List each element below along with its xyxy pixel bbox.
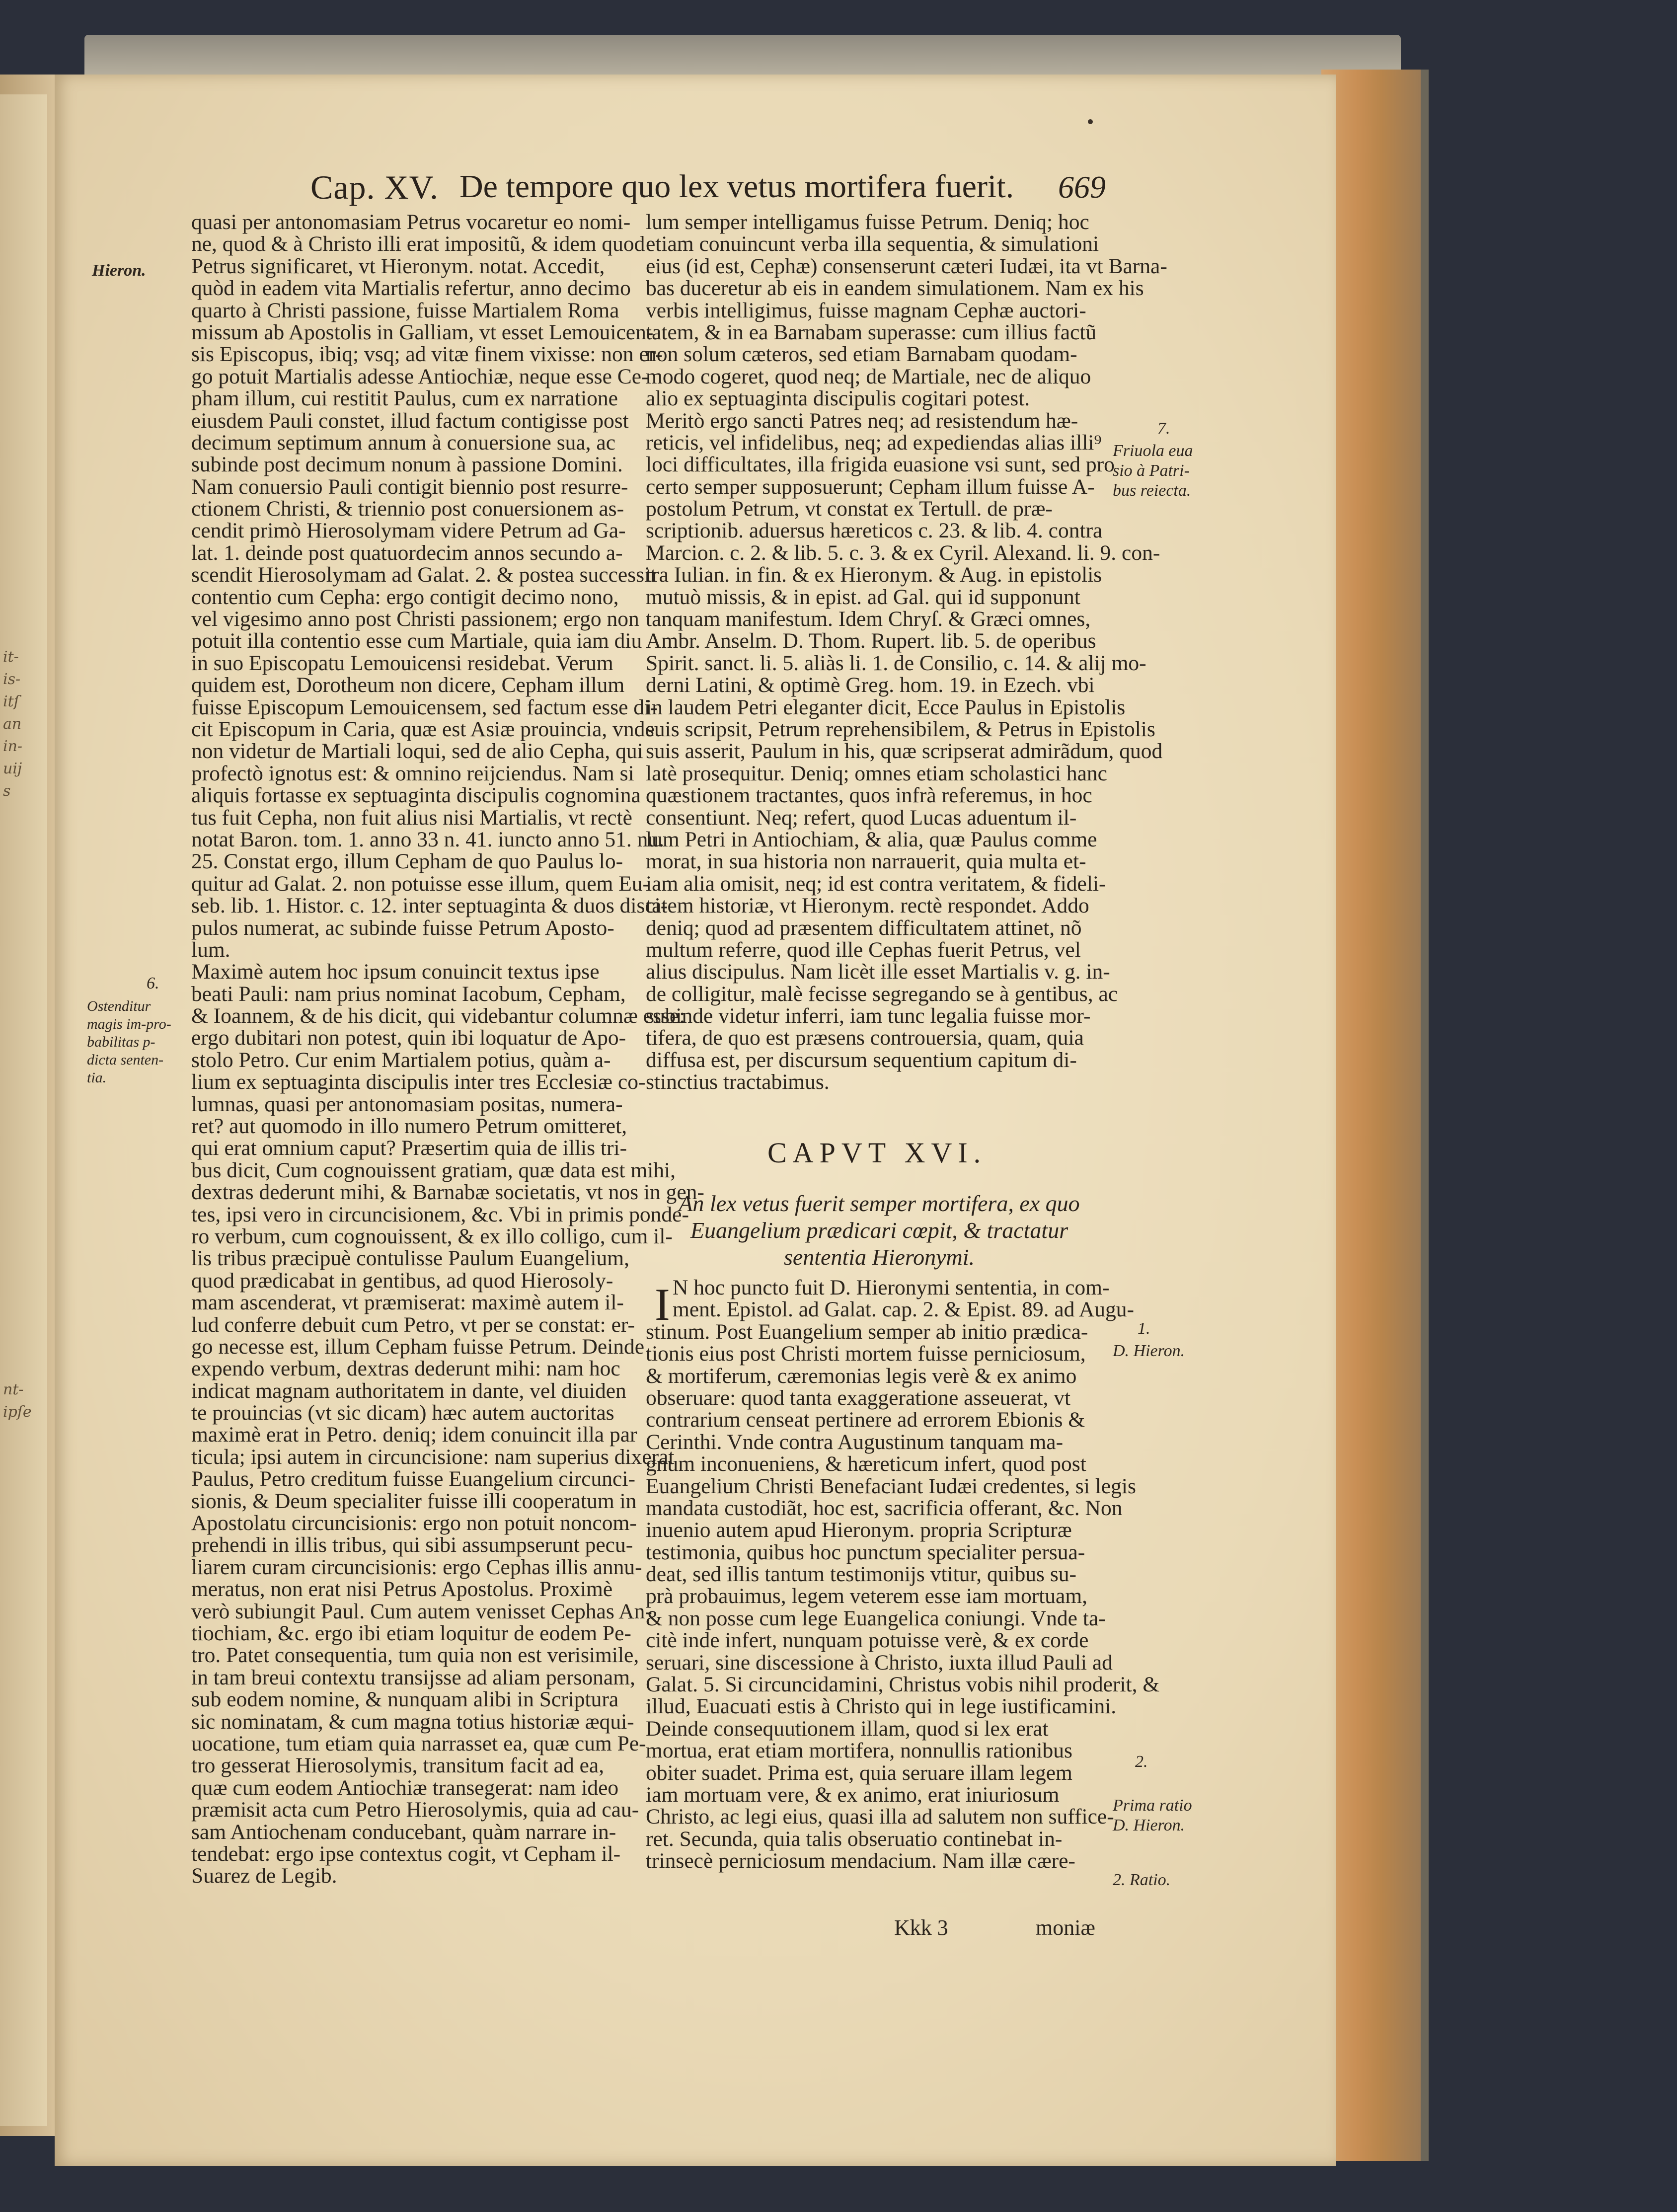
- text-line: citè inde infert, nunquam potuisse verè, & ex corde: [646, 1628, 1089, 1653]
- text-line: ret. Secunda, quia talis obseruatio continebat in-: [646, 1827, 1063, 1851]
- text-line: pulos numerat, ac subinde fuisse Petrum Aposto-: [191, 915, 614, 940]
- text-line: loci difficultates, illa frigida euasione vsi sunt, sed pro: [646, 453, 1115, 477]
- text-line: quæ cum eodem Antiochiæ transegerat: nam ideo: [191, 1775, 619, 1800]
- text-line: multum referre, quod ille Cephas fuerit Petrus, vel: [646, 937, 1081, 962]
- text-line: ment. Epistol. ad Galat. cap. 2. & Epist. 89. ad Augu-: [673, 1297, 1135, 1322]
- text-line: diffusa est, per discursum sequentium capitum di-: [646, 1048, 1077, 1072]
- text-line: quidem est, Dorotheum non dicere, Cepham illum: [191, 673, 625, 697]
- text-line: bas duceretur ab eis in eandem simulationem. Nam ex his: [646, 276, 1144, 301]
- text-line: & Ioannem, & de his dicit, qui videbantur columnæ esse:: [191, 1004, 686, 1028]
- text-line: tra Iulian. in fin. & ex Hieronym. & Aug. in epistolis: [646, 563, 1102, 587]
- text-line: in laudem Petri eleganter dicit, Ecce Paulus in Epistolis: [646, 695, 1126, 719]
- text-line: lum.: [191, 937, 230, 962]
- text-line: certo semper supposuerunt; Cepham illum fuisse A-: [646, 474, 1095, 499]
- fragment-text: nt-: [3, 1381, 24, 1398]
- text-line: in tam breui contextu transijsse ad aliam personam,: [191, 1665, 635, 1689]
- text-line: quasi per antonomasiam Petrus vocaretur eo nomi-: [191, 210, 631, 234]
- text-line: meratus, non erat nisi Petrus Apostolus. Proximè: [191, 1577, 613, 1602]
- text-line: pham illum, cui restitit Paulus, cum ex narratione: [191, 386, 618, 411]
- text-line: Deinde consequutionem illam, quod si lex erat: [646, 1716, 1049, 1741]
- text-line: indicat magnam authoritatem in dante, vel diuiden: [191, 1378, 626, 1403]
- text-line: & non posse cum lege Euangelica coniungi. Vnde ta-: [646, 1606, 1106, 1630]
- margin-note-text: [1113, 1796, 1192, 1835]
- text-line: alius discipulus. Nam licèt ille esset Martialis v. g. in-: [646, 960, 1110, 984]
- fragment-text: is-: [3, 671, 21, 688]
- text-line: morat, in sua historia non narrauerit, quia multa et-: [646, 849, 1086, 874]
- text-line: mandata custodiãt, hoc est, sacrificia offerant, &c. Non: [646, 1496, 1123, 1520]
- text-line: Ambr. Anselm. D. Thom. Rupert. lib. 5. de operibus: [646, 629, 1096, 653]
- text-line: Meritò ergo sancti Patres neq; ad resistendum hæ-: [646, 408, 1078, 433]
- text-line: profectò ignotus est: & omnino reijciendus. Nam si: [191, 761, 634, 785]
- margin-note-text: D. Hieron.: [1113, 1342, 1185, 1360]
- text-line: maximè erat in Petro. deniq; idem conuincit illa par: [191, 1423, 637, 1447]
- text-line: Petrus significaret, vt Hieronym. notat. Accedit,: [191, 254, 605, 278]
- text-line: tatem, & in ea Barnabam superasse: cum illius factũ: [646, 320, 1097, 344]
- chapter-subtitle-line: sententia Hieronymi.: [783, 1244, 975, 1270]
- margin-note-text: 2. Ratio.: [1113, 1871, 1171, 1889]
- text-line: lis tribus præcipuè contulisse Paulum Euangelium,: [191, 1246, 629, 1271]
- text-line: reticis, vel infidelibus, neq; ad expediendas alias illi⁹: [646, 430, 1102, 455]
- margin-note-line: bus reiecta.: [1113, 481, 1191, 500]
- text-line: lium ex septuaginta discipulis inter tres Ecclesiæ co-: [191, 1070, 646, 1094]
- text-line: Paulus, Petro creditum fuisse Euangelium circunci-: [191, 1467, 635, 1491]
- text-line: stinum. Post Euangelium semper ab initio prædica-: [646, 1319, 1088, 1344]
- text-line: Maximè autem hoc ipsum conuincit textus ipse: [191, 960, 600, 984]
- page-number: 669: [1058, 169, 1106, 205]
- text-line: subinde videtur inferri, iam tunc legalia fuisse mor-: [646, 1004, 1091, 1028]
- text-line: sic nominatam, & cum magna totius historiæ æqui-: [191, 1709, 634, 1734]
- book-fore-edge: [1321, 70, 1429, 2161]
- fragment-text: it-: [3, 648, 19, 666]
- text-line: ret? aut quomodo in illo numero Petrum omitteret,: [191, 1114, 627, 1139]
- text-line: obseruare: quod tanta exaggeratione asseuerat, vt: [646, 1385, 1071, 1410]
- text-line: contentio cum Cepha: ergo contigit decimo nono,: [191, 585, 619, 609]
- text-line: decimum septimum annum à conuersione sua, ac: [191, 430, 616, 455]
- text-line: vel vigesimo anno post Christi passionem; ergo non: [191, 607, 639, 631]
- text-line: in suo Episcopatu Lemouicensi residebat. Verum: [191, 651, 613, 675]
- ink-dot: [1088, 119, 1093, 124]
- text-line: ergo dubitari non potest, quin ibi loquatur de Apo-: [191, 1026, 626, 1050]
- text-line: beati Pauli: nam prius nominat Iacobum, Cepham,: [191, 982, 626, 1006]
- chapter-title: De tempore quo lex vetus mortifera fuerit.: [459, 168, 1014, 205]
- text-line: sub eodem nomine, & nunquam alibi in Scriptura: [191, 1687, 619, 1712]
- text-line: tro. Patet consequentia, tum quia non est verisimile,: [191, 1643, 639, 1668]
- left-page-fragment-strip: [0, 94, 47, 2126]
- fragment-text: in-: [3, 738, 23, 755]
- text-line: seb. lib. 1. Histor. c. 12. inter septuaginta & duos disci-: [191, 894, 668, 918]
- text-line: ctionem Christi, & triennio post conuersionem as-: [191, 497, 624, 521]
- text-line: non videtur de Martiali loqui, sed de alio Cepha, qui: [191, 739, 643, 763]
- text-line: subinde post decimum nonum à passione Domini.: [191, 453, 623, 477]
- text-line: gnum inconueniens, & hæreticum infert, quod post: [646, 1452, 1086, 1476]
- text-line: quarto à Christi passione, fuisse Martialem Roma: [191, 298, 619, 322]
- text-line: fuisse Episcopum Lemouicensem, sed factum esse di-: [191, 695, 658, 719]
- text-line: quod prædicabat in gentibus, ad quod Hierosoly-: [191, 1268, 613, 1293]
- text-line: ticula; ipsi autem in circuncisione: nam superius dixerat: [191, 1445, 675, 1469]
- text-line: sis Episcopus, ibiq; vsq; ad vitæ finem vixisse: non er-: [191, 342, 663, 367]
- text-line: mam ascenderat, vt præmiserat: maximè autem il-: [191, 1291, 624, 1315]
- chapter-subtitle-line: Euangelium prædicari cœpit, & tractatur: [690, 1218, 1068, 1243]
- margin-note-line: magis im-pro-: [87, 1016, 171, 1032]
- text-line: eius (id est, Cephæ) consenserunt cæteri Iudæi, ita vt Barna-: [646, 254, 1167, 278]
- margin-note-line: Friuola eua: [1113, 442, 1193, 460]
- text-line: mortua, erat etiam mortifera, nonnullis rationibus: [646, 1739, 1072, 1763]
- text-line: inuenio autem apud Hieronym. propria Scripturæ: [646, 1518, 1072, 1542]
- text-line: præmisit acta cum Petro Hierosolymis, quia ad cau-: [191, 1798, 639, 1822]
- text-line: aliquis fortasse ex septuaginta discipulis cognomina: [191, 783, 641, 808]
- text-line: Galat. 5. Si circuncidamini, Christus vobis nihil proderit, &: [646, 1673, 1160, 1697]
- text-line: quòd in eadem vita Martialis refertur, anno decimo: [191, 276, 631, 301]
- text-line: modo cogeret, quod neq; de Martiale, nec de aliquo: [646, 364, 1091, 388]
- text-line: tes, ipsi vero in circuncisionem, &c. Vbi in primis ponde-: [191, 1202, 689, 1226]
- text-line: illud, Euacuati estis à Christo qui in lege iustificamini.: [646, 1694, 1117, 1719]
- text-line: Marcion. c. 2. & lib. 5. c. 3. & ex Cyril. Alexand. li. 9. con-: [646, 540, 1160, 565]
- signature-mark: Kkk 3: [894, 1915, 948, 1940]
- text-line: Suarez de Legib.: [191, 1864, 337, 1888]
- text-line: bus dicit, Cum cognouissent gratiam, quæ data est mihi,: [191, 1158, 676, 1182]
- text-line: quitur ad Galat. 2. non potuisse esse illum, quem Eu-: [191, 871, 650, 896]
- text-line: missum ab Apostolis in Galliam, vt esset Lemouicen-: [191, 320, 654, 344]
- text-line: quæstionem tractantes, quos infrà referemus, in hoc: [646, 783, 1092, 808]
- text-line: tanquam manifestum. Idem Chryſ. & Græci omnes,: [646, 607, 1091, 631]
- margin-note-number: 7.: [1157, 419, 1170, 438]
- text-line: prehendi in illis tribus, qui sibi assumpserunt pecu-: [191, 1533, 633, 1557]
- text-line: Nam conuersio Pauli contigit biennio post resurre-: [191, 474, 628, 499]
- text-line: cit Episcopum in Caria, quæ est Asiæ prouincia, vnde: [191, 717, 655, 741]
- text-line: suis asserit, Paulum in his, quæ scripserat admirãdum, quod: [646, 739, 1163, 763]
- text-line: seruari, sine discessione à Christo, iuxta illud Pauli ad: [646, 1650, 1113, 1675]
- text-line: latè prosequitur. Deniq; omnes etiam scholastici hanc: [646, 761, 1107, 785]
- margin-note-line: Ostenditur: [87, 998, 151, 1014]
- text-line: expendo verbum, dextras dederunt mihi: nam hoc: [191, 1357, 620, 1381]
- fragment-text: s: [3, 782, 11, 800]
- left-text-column: [191, 210, 704, 1888]
- text-line: verbis intelligimus, fuisse magnam Cephæ auctori-: [646, 298, 1086, 322]
- text-line: lum semper intelligamus fuisse Petrum. Deniq; hoc: [646, 210, 1089, 234]
- text-line: iam alia omisit, neq; id est contra veritatem, & fideli-: [646, 871, 1106, 896]
- text-line: mutuò missis, & in epist. ad Gal. qui id supponunt: [646, 585, 1080, 609]
- margin-note-number: 1.: [1138, 1319, 1150, 1338]
- text-line: deat, sed illis tantum testimonijs vtitur, quibus su-: [646, 1562, 1077, 1587]
- margin-note-line: D. Hieron.: [1113, 1816, 1185, 1834]
- margin-note-line: sio à Patri-: [1113, 461, 1190, 480]
- chapter-subtitle-line: An lex vetus fuerit semper mortifera, ex quo: [679, 1191, 1080, 1216]
- text-line: consentiunt. Neq; refert, quod Lucas aduentum il-: [646, 805, 1077, 830]
- text-line: N hoc puncto fuit D. Hieronymi sententia, in com-: [673, 1276, 1110, 1299]
- text-line: sam Antiochenam conducebant, quàm narrare in-: [191, 1820, 616, 1844]
- text-line: trinsecè perniciosum mendacium. Nam illæ cære-: [646, 1849, 1075, 1873]
- drop-capital: I: [655, 1279, 670, 1330]
- chapter-heading: CAPVT XVI.: [767, 1137, 987, 1169]
- text-line: non solum cæteros, sed etiam Barnabam quodam-: [646, 342, 1077, 367]
- text-line: contrarium censeat pertinere ad errorem Ebionis &: [646, 1408, 1085, 1432]
- text-line: tifera, de quo est præsens controuersia, quam, quia: [646, 1026, 1084, 1050]
- text-line: verò subiungit Paul. Cum autem venisset Cephas An-: [191, 1599, 652, 1623]
- text-line: tus fuit Cepha, non fuit alius nisi Martialis, vt rectè: [191, 805, 632, 830]
- text-line: qui erat omnium caput? Præsertim quia de illis tri-: [191, 1136, 627, 1160]
- text-line: Christo, ac legi eius, quasi illa ad salutem non suffice-: [646, 1805, 1114, 1829]
- text-line: dextras dederunt mihi, & Barnabæ societatis, vt nos in gen-: [191, 1180, 704, 1205]
- text-line: tendebat: ergo ipse contextus cogit, vt Cepham il-: [191, 1841, 621, 1866]
- margin-note-hieron: Hieron.: [92, 261, 146, 280]
- text-line: tionis eius post Christi mortem fuisse perniciosum,: [646, 1342, 1086, 1366]
- text-line: etiam conuincunt verba illa sequentia, & simulationi: [646, 232, 1099, 256]
- margin-note-number: 6.: [147, 974, 159, 992]
- fragment-text: itſ: [3, 693, 19, 710]
- text-line: prà probauimus, legem veterem esse iam mortuam,: [646, 1584, 1088, 1608]
- fragment-text: ipſe: [3, 1403, 32, 1421]
- text-line: notat Baron. tom. 1. anno 33 n. 41. iuncto anno 51. nu.: [191, 827, 665, 851]
- text-line: obiter suadet. Prima est, quia seruare illam legem: [646, 1760, 1072, 1785]
- text-line: cendit primò Hierosolymam videre Petrum ad Ga-: [191, 519, 626, 543]
- fragment-text: uij: [3, 760, 22, 777]
- margin-note-line: tia.: [87, 1069, 107, 1086]
- text-line: Apostolatu circuncisionis: ergo non potuit noncom-: [191, 1511, 637, 1535]
- text-line: scriptionib. aduersus hæreticos c. 23. & lib. 4. contra: [646, 519, 1103, 543]
- text-line: deniq; quod ad præsentem difficultatem attinet, nõ: [646, 915, 1082, 940]
- text-line: eiusdem Pauli constet, illud factum contigisse post: [191, 408, 629, 433]
- catchword: moniæ: [1036, 1915, 1095, 1940]
- text-line: go potuit Martialis adesse Antiochiæ, neque esse Ce-: [191, 364, 649, 388]
- text-line: Spirit. sanct. li. 5. aliàs li. 1. de Consilio, c. 14. & alij mo-: [646, 651, 1146, 675]
- margin-note-line: babilitas p-: [87, 1034, 155, 1050]
- text-line: 25. Constat ergo, illum Cepham de quo Paulus lo-: [191, 849, 623, 874]
- text-line: de colligitur, malè fecisse segregando se à gentibus, ac: [646, 982, 1118, 1006]
- text-line: postolum Petrum, vt constat ex Tertull. de præ-: [646, 497, 1053, 521]
- text-line: & mortiferum, cæremonias legis verè & ex animo: [646, 1364, 1077, 1388]
- text-line: testimonia, quibus hoc punctum specialiter persua-: [646, 1540, 1085, 1564]
- text-line: tatem historiæ, vt Hieronym. rectè respondet. Addo: [646, 894, 1089, 918]
- text-line: derni Latini, & optimè Greg. hom. 19. in Ezech. vbi: [646, 673, 1095, 697]
- text-line: ne, quod & à Christo illi erat impositũ, & idem quod: [191, 232, 645, 256]
- margin-note-line: dicta senten-: [87, 1052, 164, 1068]
- text-line: Euangelium Christi Benefaciant Iudæi credentes, si legis: [646, 1474, 1136, 1498]
- text-line: ro verbum, cum cognouissent, & ex illo colligo, cum il-: [191, 1224, 673, 1248]
- text-line: stinctius tractabimus.: [646, 1070, 830, 1094]
- margin-note-text: [87, 997, 171, 1087]
- text-line: liarem curam circuncisionis: ergo Cephas illis annu-: [191, 1555, 642, 1579]
- margin-note-text: [1113, 441, 1193, 501]
- text-line: lat. 1. deinde post quatuordecim annos secundo a-: [191, 540, 623, 565]
- text-line: go necesse est, illum Cepham fuisse Petrum. Deinde: [191, 1334, 645, 1359]
- text-line: te prouincias (vt sic dicam) hæc autem auctoritas: [191, 1401, 614, 1425]
- text-line: lumnas, quasi per antonomasiam positas, numera-: [191, 1092, 623, 1116]
- fragment-text: an: [3, 715, 22, 733]
- text-line: lud conferre debuit cum Petro, vt per se constat: er-: [191, 1312, 635, 1337]
- text-line: tiochiam, &c. ergo ibi etiam loquitur de eodem Pe-: [191, 1621, 631, 1645]
- text-line: stolo Petro. Cur enim Martialem potius, quàm a-: [191, 1048, 611, 1072]
- text-line: scendit Hierosolymam ad Galat. 2. & postea successit: [191, 563, 657, 587]
- margin-note-number: 2.: [1135, 1753, 1148, 1771]
- text-line: Cerinthi. Vnde contra Augustinum tanquam ma-: [646, 1430, 1064, 1454]
- text-line: potuit illa contentio esse cum Martiale, quia iam diu: [191, 629, 642, 653]
- running-header: [310, 168, 1105, 213]
- text-line: alio ex septuaginta discipulis cogitari potest.: [646, 386, 1030, 411]
- margin-note-line: Prima ratio: [1113, 1796, 1192, 1815]
- text-line: sionis, & Deum specialiter fuisse illi cooperatum in: [191, 1489, 637, 1513]
- chapter-label: Cap. XV.: [310, 168, 439, 206]
- text-line: tro gesserat Hierosolymis, transitum facit ad ea,: [191, 1754, 605, 1778]
- text-line: suis scripsit, Petrum reprehensibilem, & Petrus in Epistolis: [646, 717, 1155, 741]
- text-line: uocatione, tum etiam quia narrasset ea, quæ cum Pe-: [191, 1731, 646, 1755]
- text-line: lum Petri in Antiochiam, & alia, quæ Paulus comme: [646, 827, 1097, 851]
- text-line: iam mortuam vere, & ex animo, erat iniuriosum: [646, 1782, 1060, 1807]
